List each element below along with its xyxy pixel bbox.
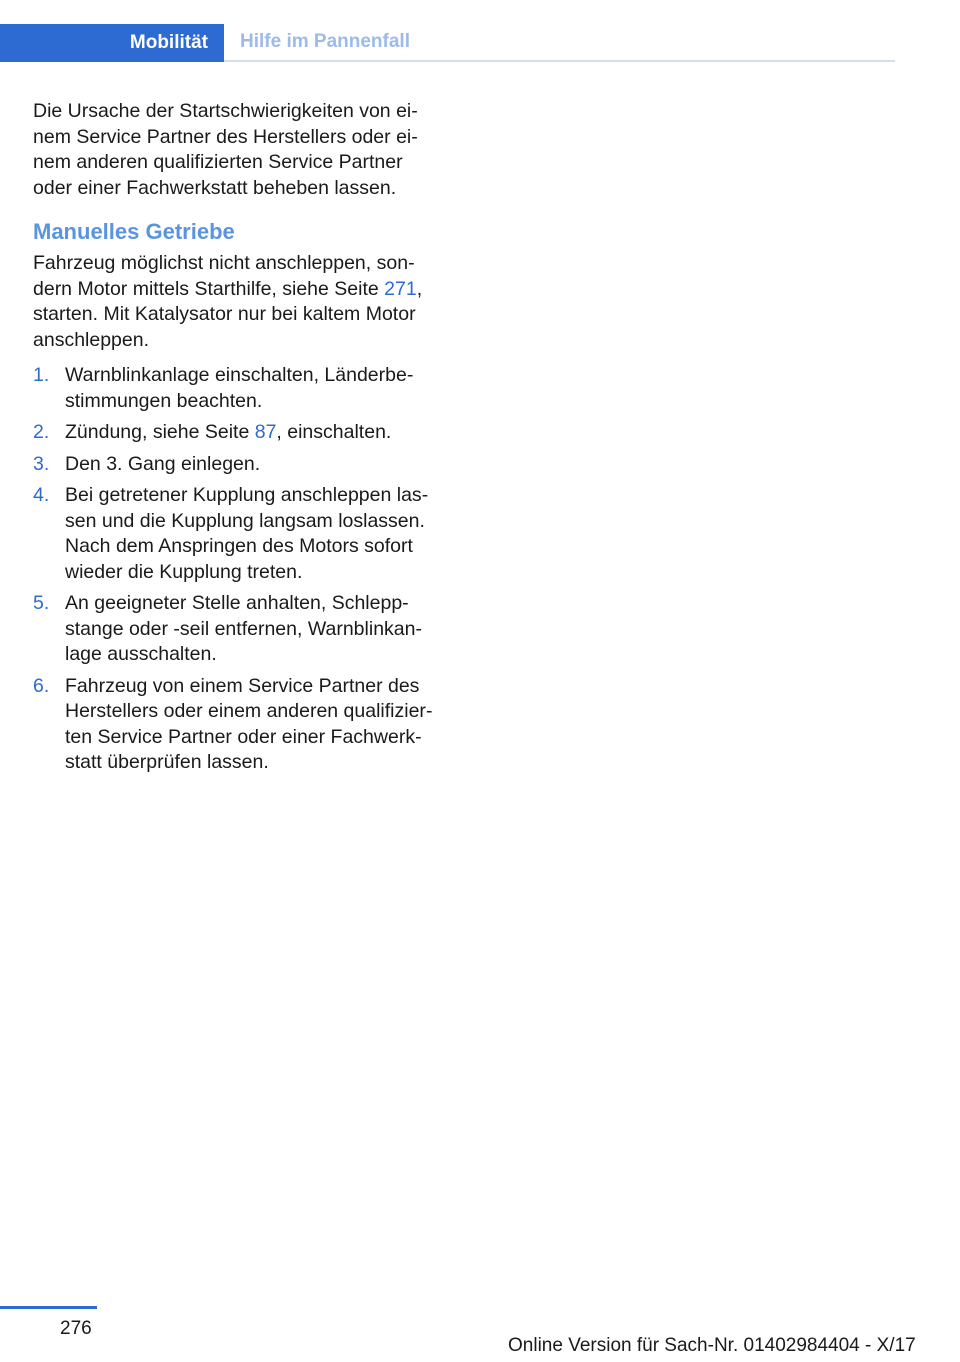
main-content: [33, 99, 443, 782]
step-number: 5.: [33, 592, 50, 614]
list-item: [33, 363, 443, 414]
steps-list: [33, 363, 443, 776]
tab-hilfe-im-pannenfall[interactable]: Hilfe im Pannenfall: [240, 31, 410, 52]
step-number: 4.: [33, 484, 50, 506]
step-number: 1.: [33, 364, 50, 386]
page-header: [0, 24, 895, 62]
paragraph-text-after: , starten. Mit Katalysator nur bei kaltem Motor anschleppen.: [33, 277, 423, 351]
step-text: Fahrzeug von einem Service Partner des Herstellers oder einem anderen qualifizierten Service Partner oder einer Fachwerkstatt überprüfen lassen.: [65, 674, 433, 773]
step-text: Bei getretener Kupplung anschleppen lassen und die Kupplung langsam loslassen. Nach dem Anspringen des Motors sofort wieder die Kupplung treten.: [65, 484, 429, 583]
list-item: [33, 420, 443, 446]
step-text-after: , einschalten.: [276, 421, 392, 443]
page-number: 276: [60, 1318, 92, 1339]
step-text: Warnblinkanlage einschalten, Länderbestimmungen beachten.: [65, 364, 414, 412]
section-heading: Manuelles Getriebe: [33, 219, 235, 244]
intro-paragraph: Die Ursache der Startschwierigkeiten von einem Service Partner des Herstellers oder einem anderen qualifizierten Service Partner oder einer Fachwerkstatt beheben lassen.: [33, 100, 418, 199]
list-item: [33, 452, 443, 478]
list-item: [33, 591, 443, 668]
step-number: 2.: [33, 421, 50, 443]
footer-accent-line: [0, 1306, 97, 1309]
step-number: 3.: [33, 452, 50, 475]
step-number: 6.: [33, 674, 50, 697]
page-link-271[interactable]: 271: [384, 277, 417, 300]
section-paragraph: [33, 251, 443, 353]
paragraph-text-before: Fahrzeug möglichst nicht anschleppen, sondern Motor mittels Starthilfe, siehe Seite: [33, 252, 415, 300]
list-item: [33, 674, 443, 776]
tab-mobilitaet[interactable]: Mobilität: [0, 24, 224, 62]
footer-version-text: Online Version für Sach-Nr. 01402984404 - X/17: [508, 1335, 916, 1356]
step-text: An geeigneter Stelle anhalten, Schleppstange oder -seil entfernen, Warnblinkanlage ausschalten.: [65, 592, 422, 665]
list-item: [33, 483, 443, 585]
page-link-87[interactable]: 87: [254, 421, 277, 443]
step-text-before: Zündung, siehe Seite: [65, 421, 255, 443]
step-text: Den 3. Gang einlegen.: [65, 452, 261, 475]
